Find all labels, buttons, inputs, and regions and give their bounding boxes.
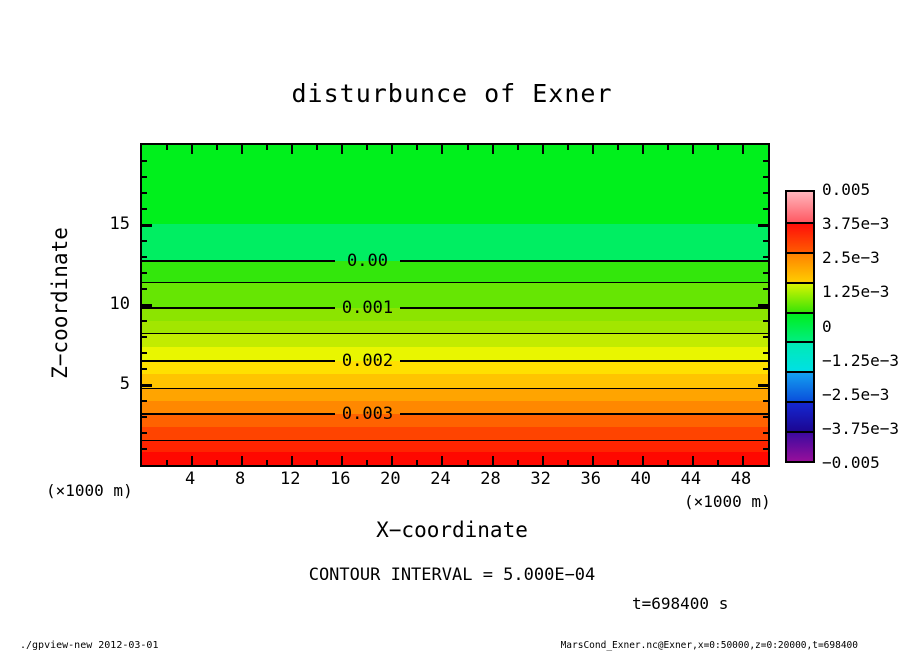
z-axis-tick bbox=[142, 352, 147, 354]
x-tick-label: 20 bbox=[380, 469, 401, 489]
x-axis-tick bbox=[291, 456, 293, 465]
footer-command-text: ./gpview-new 2012-03-01 bbox=[20, 640, 159, 651]
fill-band bbox=[142, 374, 768, 388]
x-axis-tick bbox=[667, 145, 669, 150]
colorbar bbox=[785, 190, 815, 463]
z-axis-tick bbox=[142, 368, 147, 370]
x-axis-tick bbox=[717, 145, 719, 150]
x-axis-tick bbox=[742, 456, 744, 465]
x-axis-unit-label: (×1000 m) bbox=[684, 492, 771, 511]
colorbar-cell bbox=[787, 401, 813, 431]
z-axis-tick bbox=[763, 256, 768, 258]
z-axis-tick bbox=[763, 352, 768, 354]
contour-label: 0.001 bbox=[341, 298, 394, 319]
fill-band bbox=[142, 321, 768, 333]
z-axis-tick bbox=[142, 384, 152, 387]
contour-line bbox=[400, 260, 768, 262]
x-axis-tick bbox=[467, 145, 469, 150]
z-axis-tick bbox=[142, 416, 147, 418]
x-axis-tick bbox=[717, 460, 719, 465]
z-axis-tick bbox=[142, 304, 152, 307]
colorbar-tick-label: −1.25e−3 bbox=[822, 350, 900, 370]
z-axis-tick bbox=[142, 176, 147, 178]
x-axis-tick bbox=[517, 145, 519, 150]
x-axis-tick bbox=[567, 145, 569, 150]
z-tick-label: 15 bbox=[109, 214, 130, 234]
contour-line bbox=[142, 333, 768, 334]
fill-band bbox=[142, 283, 768, 308]
z-axis-tick bbox=[142, 432, 147, 434]
x-axis-tick bbox=[316, 145, 318, 150]
x-axis-tick bbox=[492, 145, 494, 154]
x-tick-label: 16 bbox=[330, 469, 351, 489]
z-axis-tick bbox=[142, 288, 147, 290]
contour-line bbox=[142, 307, 335, 309]
x-axis-tick bbox=[391, 456, 393, 465]
z-axis-tick bbox=[763, 192, 768, 194]
colorbar-cell bbox=[787, 192, 813, 222]
fill-band bbox=[142, 145, 768, 224]
chart-title: disturbunce of Exner bbox=[291, 79, 613, 108]
z-axis-tick bbox=[758, 304, 768, 307]
contour-line bbox=[142, 440, 768, 441]
x-axis-tick bbox=[441, 456, 443, 465]
fill-band bbox=[142, 440, 768, 452]
z-axis-tick bbox=[142, 208, 147, 210]
x-axis-tick bbox=[166, 145, 168, 150]
z-axis-tick bbox=[763, 176, 768, 178]
z-axis-tick bbox=[758, 384, 768, 387]
z-axis-tick bbox=[763, 336, 768, 338]
z-axis-tick bbox=[142, 192, 147, 194]
x-tick-label: 24 bbox=[430, 469, 451, 489]
z-axis-tick bbox=[758, 224, 768, 227]
z-axis-tick bbox=[763, 208, 768, 210]
x-tick-label: 8 bbox=[235, 469, 246, 489]
x-tick-label: 44 bbox=[680, 469, 702, 489]
colorbar-cell bbox=[787, 341, 813, 371]
x-axis-tick bbox=[166, 460, 168, 465]
fill-band bbox=[142, 452, 768, 465]
x-axis-tick bbox=[216, 145, 218, 150]
x-axis-tick bbox=[642, 145, 644, 154]
contour-label: 0.003 bbox=[341, 403, 394, 424]
z-tick-label: 5 bbox=[119, 374, 130, 394]
x-axis-tick bbox=[241, 145, 243, 154]
x-tick-label: 48 bbox=[730, 469, 752, 489]
x-axis-tick bbox=[467, 460, 469, 465]
z-axis-tick bbox=[763, 160, 768, 162]
x-axis-tick bbox=[692, 456, 694, 465]
colorbar-tick-label: 2.5e−3 bbox=[822, 248, 880, 268]
contour-line bbox=[142, 413, 335, 415]
z-axis-tick bbox=[142, 448, 147, 450]
colorbar-tick-label: 1.25e−3 bbox=[822, 282, 890, 302]
z-axis-label: Z−coordinate bbox=[48, 227, 72, 379]
contour-line bbox=[142, 360, 335, 362]
x-axis-tick bbox=[542, 456, 544, 465]
contour-line bbox=[400, 413, 768, 415]
x-tick-label: 12 bbox=[279, 469, 301, 489]
colorbar-tick-label: −0.005 bbox=[822, 453, 880, 472]
x-axis-tick bbox=[291, 145, 293, 154]
z-axis-tick bbox=[763, 448, 768, 450]
x-axis-tick bbox=[341, 145, 343, 154]
x-axis-tick bbox=[617, 460, 619, 465]
x-axis-tick bbox=[592, 456, 594, 465]
z-axis-tick bbox=[142, 224, 152, 227]
z-axis-tick bbox=[142, 160, 147, 162]
x-tick-label: 40 bbox=[630, 469, 652, 489]
x-axis-tick bbox=[742, 145, 744, 154]
contour-label: 0.002 bbox=[341, 351, 394, 371]
x-axis-tick bbox=[191, 456, 193, 465]
z-tick-label: 10 bbox=[109, 294, 130, 314]
x-tick-label: 28 bbox=[480, 469, 501, 489]
z-axis-unit-label: (×1000 m) bbox=[46, 481, 133, 500]
colorbar-tick-label: 0.005 bbox=[822, 180, 871, 199]
x-axis-tick bbox=[642, 456, 644, 465]
x-axis-label: X−coordinate bbox=[376, 518, 528, 542]
x-axis-tick bbox=[241, 456, 243, 465]
x-axis-tick bbox=[492, 456, 494, 465]
colorbar-tick-label: 3.75e−3 bbox=[822, 214, 890, 234]
contour-interval-text: CONTOUR INTERVAL = 5.000E−04 bbox=[308, 565, 596, 585]
x-axis-tick bbox=[341, 456, 343, 465]
colorbar-tick-label: −3.75e−3 bbox=[822, 418, 900, 438]
colorbar-cell bbox=[787, 282, 813, 312]
contour-line bbox=[142, 260, 335, 262]
z-axis-tick bbox=[763, 288, 768, 290]
contour-label: 0.00 bbox=[347, 251, 388, 271]
x-tick-label: 4 bbox=[184, 469, 196, 489]
contour-line bbox=[142, 388, 768, 389]
colorbar-tick-label: 0 bbox=[822, 316, 832, 336]
x-axis-tick bbox=[266, 145, 268, 150]
x-axis-tick bbox=[366, 460, 368, 465]
z-axis-tick bbox=[142, 320, 147, 322]
colorbar-cell bbox=[787, 371, 813, 401]
x-tick-label: 32 bbox=[530, 469, 551, 489]
z-axis-tick bbox=[142, 272, 147, 274]
fill-band bbox=[142, 361, 768, 374]
colorbar-cell bbox=[787, 431, 813, 461]
x-axis-tick bbox=[216, 460, 218, 465]
x-axis-tick bbox=[592, 145, 594, 154]
z-axis-tick bbox=[763, 272, 768, 274]
colorbar-tick-label: −2.5e−3 bbox=[822, 384, 890, 404]
fill-band bbox=[142, 224, 768, 261]
x-axis-tick bbox=[567, 460, 569, 465]
colorbar-cell bbox=[787, 252, 813, 282]
contour-line bbox=[400, 360, 768, 362]
x-axis-tick bbox=[366, 145, 368, 150]
x-axis-tick bbox=[416, 145, 418, 150]
z-axis-tick bbox=[763, 320, 768, 322]
colorbar-cell bbox=[787, 312, 813, 342]
fill-band bbox=[142, 388, 768, 401]
z-axis-tick bbox=[142, 240, 147, 242]
contour-line bbox=[400, 307, 768, 309]
z-axis-tick bbox=[763, 400, 768, 402]
x-axis-tick bbox=[266, 460, 268, 465]
x-axis-tick bbox=[391, 145, 393, 154]
fill-band bbox=[142, 347, 768, 361]
z-axis-tick bbox=[763, 432, 768, 434]
x-axis-tick bbox=[191, 145, 193, 154]
x-axis-tick bbox=[517, 460, 519, 465]
x-axis-tick bbox=[692, 145, 694, 154]
fill-band bbox=[142, 427, 768, 440]
z-axis-tick bbox=[142, 336, 147, 338]
z-axis-tick bbox=[763, 368, 768, 370]
z-axis-tick bbox=[763, 240, 768, 242]
x-axis-tick bbox=[416, 460, 418, 465]
x-axis-tick bbox=[667, 460, 669, 465]
footer-source-text: MarsCond_Exner.nc@Exner,x=0:50000,z=0:20000,t=698400 bbox=[560, 640, 858, 651]
contour-line bbox=[142, 282, 768, 283]
x-axis-tick bbox=[316, 460, 318, 465]
time-text: t=698400 s bbox=[632, 594, 729, 613]
x-tick-label: 36 bbox=[580, 469, 601, 489]
z-axis-tick bbox=[763, 416, 768, 418]
fill-band bbox=[142, 261, 768, 283]
x-axis-tick bbox=[441, 145, 443, 154]
x-axis-tick bbox=[617, 145, 619, 150]
z-axis-tick bbox=[142, 400, 147, 402]
fill-band bbox=[142, 308, 768, 321]
fill-band bbox=[142, 414, 768, 427]
contour-plot-area bbox=[140, 143, 770, 467]
colorbar-cell bbox=[787, 222, 813, 252]
z-axis-tick bbox=[142, 256, 147, 258]
fill-band bbox=[142, 333, 768, 347]
x-axis-tick bbox=[542, 145, 544, 154]
